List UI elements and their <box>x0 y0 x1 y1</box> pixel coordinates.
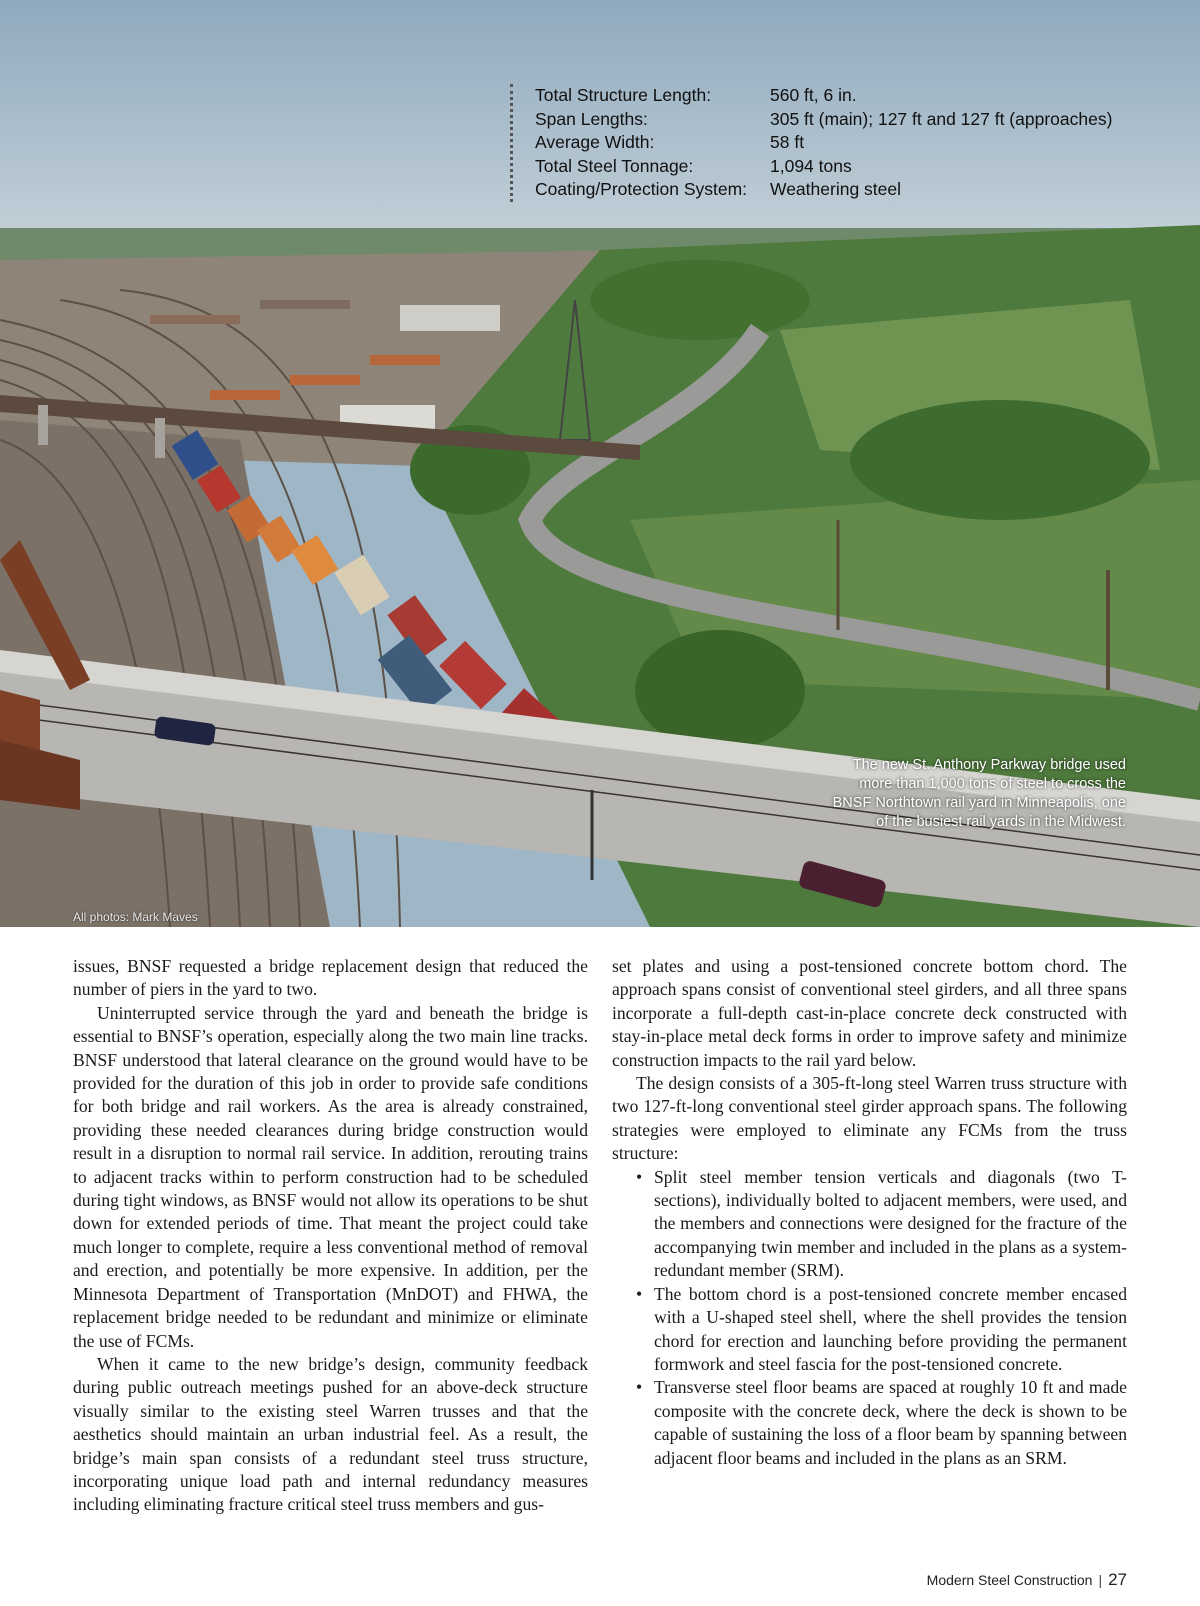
photo-caption: The new St. Anthony Parkway bridge used more than 1,000 tons of steel to cross the BNSF Northtown rail yard in Minneapolis, one of the busiest rail yards in the Midwest. <box>832 757 1126 830</box>
article-column-right <box>612 955 1127 1470</box>
spec-row <box>535 131 1112 155</box>
spec-row <box>535 108 1112 132</box>
spec-label: Total Structure Length: <box>535 85 712 105</box>
spec-row <box>535 178 1112 202</box>
spec-label: Span Lengths: <box>535 108 648 129</box>
article-paragraph: issues, BNSF requested a bridge replacement design that reduced the number of piers in the yard to two. <box>73 956 588 1000</box>
spec-value: 1,094 tons <box>770 155 852 176</box>
article-paragraph: When it came to the new bridge’s design, community feedback during public outreach meetings pushed for an above-deck structure visually similar to the existing steel Warren trusses and that the aesthetics should maintain an urban industrial feel. As a result, the bridge’s main span consists of a redundant steel truss structure, incorporating unique load path and internal redundancy measures including eliminating fracture critical steel truss members and gus- <box>73 1353 588 1515</box>
spec-value: 58 ft <box>770 132 805 152</box>
bridge-specs-box <box>510 84 1112 202</box>
photo-credit: All photos: Mark Maves <box>73 910 198 924</box>
article-paragraph: The design consists of a 305-ft-long steel Warren truss structure with two 127-ft-long conventional steel girder approach spans. The following strategies were employed to eliminate any FCMs from the truss structure: <box>612 1073 1127 1164</box>
spec-label: Average Width: <box>535 132 655 152</box>
article-paragraph: Uninterrupted service through the yard and beneath the bridge is essential to BNSF’s operation, especially along the two main line tracks. BNSF understood that lateral clearance on the ground would have to be provided for the duration of this job in order to provide safe conditions for both bridge and rail workers. As the area is already constrained, providing these needed clearances during bridge construction would result in a disruption to normal rail service. In addition, rerouting trains to adjacent tracks within to perform construction had to be scheduled during tight windows, as BNSF would not allow its operations to be shut down for extended periods of time. That meant the project could take much longer to complete, require a less conventional method of removal and erection, and potentially be more expensive. In addition, per the Minnesota Department of Transportation (MnDOT) and FHWA, the replacement bridge needed to be redundant and minimize or eliminate the use of FCMs. <box>73 1002 588 1351</box>
publication-name: Modern Steel Construction <box>926 1572 1093 1588</box>
list-item: • Transverse steel floor beams are spaced at roughly 10 ft and made composite with the concrete deck, where the deck is shown to be capable of sustaining the loss of a floor beam by spanning between adjacent floor beams and included in the plans as an SRM. <box>654 1376 1127 1470</box>
article-paragraph: set plates and using a post-tensioned concrete bottom chord. The approach spans consist of conventional steel girders, and all three spans incorporate a full-depth cast-in-place concrete deck constructed with stay-in-place metal deck forms in order to improve safety and minimize construction impacts to the rail yard below. <box>612 956 1127 1070</box>
list-item: • The bottom chord is a post-tensioned concrete member encased with a U-shaped steel shell, where the shell provides the tension chord for erection and launching before providing the permanent formwork and steel fascia for the post-tensioned concrete. <box>654 1283 1127 1377</box>
spec-label: Coating/Protection System: <box>535 179 748 199</box>
page-number: 27 <box>1108 1570 1127 1589</box>
footer-separator: | <box>1098 1572 1103 1588</box>
spec-value: 305 ft (main); 127 ft and 127 ft (approaches) <box>770 108 1113 129</box>
spec-label: Total Steel Tonnage: <box>535 155 694 176</box>
spec-row <box>535 155 1112 179</box>
spec-row <box>535 84 1112 108</box>
list-item: • Split steel member tension verticals and diagonals (two T-sections), individually bolted to adjacent members, were used, and the members and connections were designed for the fracture of the accompanying twin member and included in the plans as a system-redundant member (SRM). <box>654 1166 1127 1283</box>
page-footer <box>927 1570 1127 1590</box>
spec-value: 560 ft, 6 in. <box>770 85 857 105</box>
spec-value: Weathering steel <box>770 179 902 199</box>
article-column-left <box>73 955 588 1517</box>
strategy-list <box>612 1166 1127 1470</box>
